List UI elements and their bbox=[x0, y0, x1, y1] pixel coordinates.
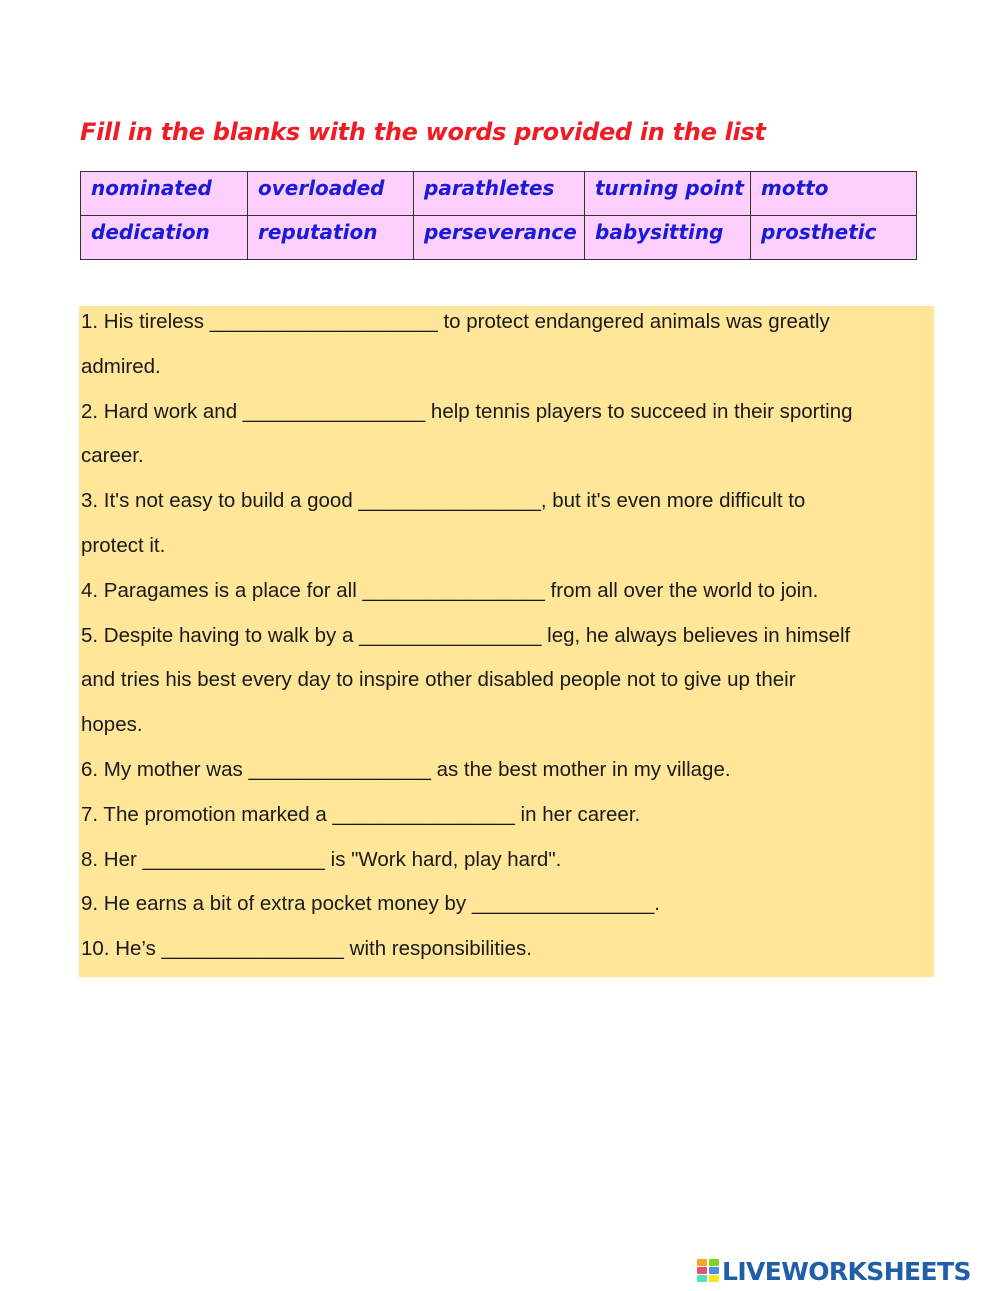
word-bank-cell bbox=[751, 216, 917, 260]
logo-text: LIVEWORKSHEETS bbox=[722, 1256, 971, 1286]
word-bank-word: nominated bbox=[91, 176, 212, 200]
logo-block bbox=[709, 1259, 719, 1266]
logo-block bbox=[697, 1267, 707, 1274]
word-bank-word: prosthetic bbox=[761, 220, 877, 244]
word-bank-word: turning point bbox=[595, 176, 744, 200]
sentence-line: 1. His tireless ____________________ to protect endangered animals was greatly bbox=[81, 310, 830, 333]
word-bank-word: perseverance bbox=[424, 220, 577, 244]
word-bank-word: dedication bbox=[91, 220, 210, 244]
word-bank-cell bbox=[81, 216, 248, 260]
sentence-line: 6. My mother was ________________ as the best mother in my village. bbox=[81, 757, 731, 781]
word-bank-row bbox=[81, 216, 917, 260]
word-bank-cell bbox=[414, 172, 585, 216]
word-bank-cell bbox=[248, 216, 414, 260]
word-bank-word: overloaded bbox=[258, 176, 385, 200]
sentences-panel bbox=[79, 306, 934, 977]
logo-block bbox=[697, 1275, 707, 1282]
word-bank-word: parathletes bbox=[424, 176, 555, 200]
logo-block bbox=[709, 1275, 719, 1282]
word-bank-cell bbox=[751, 172, 917, 216]
sentence-line: 4. Paragames is a place for all ________________ from all over the world to join. bbox=[81, 578, 819, 602]
sentence-line: 5. Despite having to walk by a ________________ leg, he always believes in himself bbox=[81, 623, 851, 647]
word-bank-word: reputation bbox=[258, 220, 378, 244]
word-bank-word: motto bbox=[761, 176, 829, 200]
sentence-line: 10. He’s ________________ with responsibilities. bbox=[81, 937, 532, 961]
sentence-line: protect it. bbox=[81, 533, 166, 557]
sentence-line: 7. The promotion marked a ________________ in her career. bbox=[81, 802, 641, 826]
sentence-line: hopes. bbox=[81, 713, 143, 737]
word-bank-cell bbox=[585, 216, 751, 260]
worksheet-instruction: Fill in the blanks with the words provided in the list bbox=[80, 118, 766, 146]
sentence-line: career. bbox=[81, 444, 144, 468]
sentence-line: 9. He earns a bit of extra pocket money by ________________. bbox=[81, 892, 660, 916]
sentence-line: and tries his best every day to inspire other disabled people not to give up their bbox=[81, 668, 796, 692]
word-bank-cell bbox=[585, 172, 751, 216]
word-bank-row bbox=[81, 172, 917, 216]
logo-block bbox=[697, 1259, 707, 1266]
sentence-line: 2. Hard work and ________________ help tennis players to succeed in their sporting bbox=[81, 399, 853, 423]
sentence-line: 8. Her ________________ is "Work hard, play hard". bbox=[81, 847, 562, 871]
sentence-line: admired. bbox=[81, 354, 161, 378]
word-bank-cell bbox=[414, 216, 585, 260]
logo-mark-icon bbox=[697, 1259, 719, 1283]
word-bank-cell bbox=[81, 172, 248, 216]
word-bank-cell bbox=[248, 172, 414, 216]
word-bank-word: babysitting bbox=[595, 220, 724, 244]
liveworksheets-logo bbox=[697, 1257, 971, 1285]
word-bank-table bbox=[80, 171, 917, 260]
logo-block bbox=[709, 1267, 719, 1274]
sentence-line: 3. It's not easy to build a good ________________, but it's even more difficult to bbox=[81, 489, 806, 513]
